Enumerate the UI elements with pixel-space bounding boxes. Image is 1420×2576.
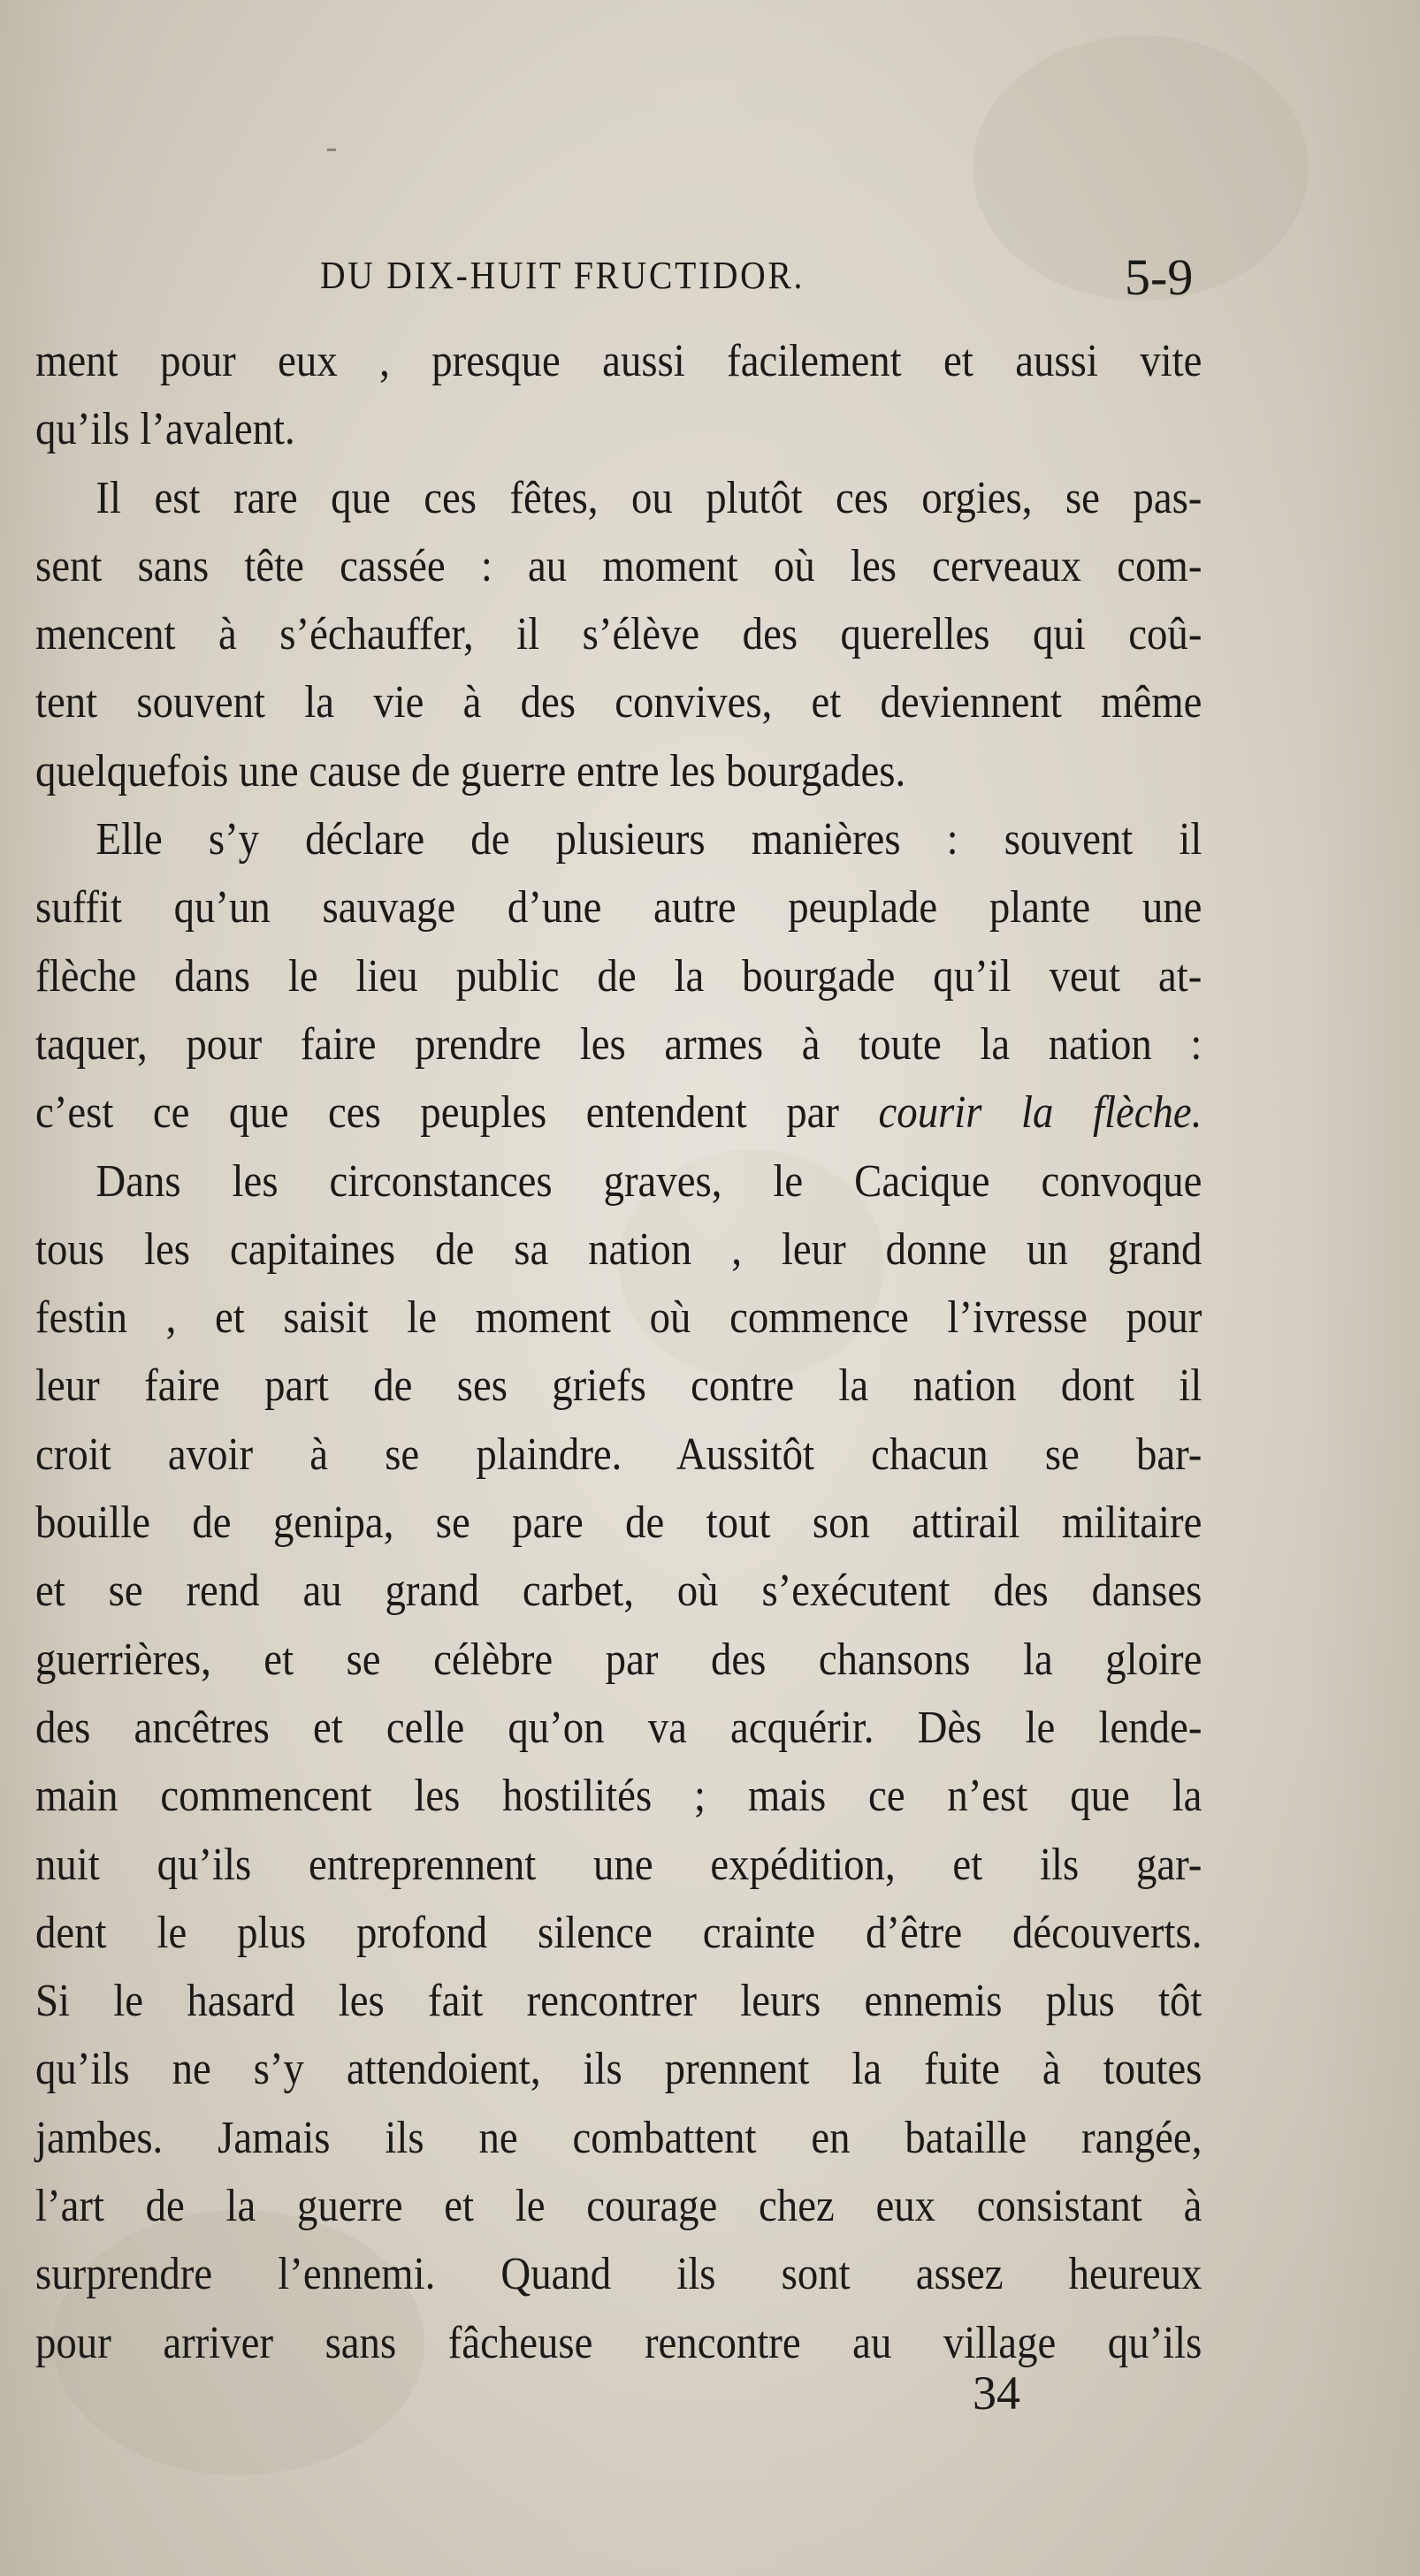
page-number: 5-9	[1125, 248, 1194, 306]
text-line: l’art de la guerre et le courage chez eux consistant à	[35, 2181, 1202, 2232]
text-line: Elle s’y déclare de plusieurs manières : souvent il	[95, 814, 1202, 865]
text-line: dent le plus profond silence crainte d’être découverts.	[35, 1907, 1202, 1958]
text-line: Si le hasard les fait rencontrer leurs ennemis plus tôt	[35, 1976, 1202, 2027]
text-line: et se rend au grand carbet, où s’exécutent des danses	[35, 1566, 1202, 1617]
text-line: suffit qu’un sauvage d’une autre peuplade plante une	[35, 882, 1202, 934]
text-line: tent souvent la vie à des convives, et deviennent même	[35, 677, 1202, 728]
italic-phrase: courir la flèche.	[878, 1087, 1202, 1139]
text-line: mencent à s’échauffer, il s’élève des querelles qui coû-	[35, 609, 1202, 660]
text-line: main commencent les hostilités ; mais ce n’est que la	[35, 1771, 1202, 1822]
text-line: qu’ils l’avalent.	[35, 404, 295, 455]
text-line: croit avoir à se plaindre. Aussitôt chacun se bar-	[35, 1429, 1202, 1480]
ink-mark	[327, 149, 336, 151]
text-line: flèche dans le lieu public de la bourgade qu’il veut at-	[35, 950, 1202, 1002]
text-line: pour arriver sans fâcheuse rencontre au village qu’ils	[35, 2317, 1202, 2368]
text-line: qu’ils ne s’y attendoient, ils prennent la fuite à toutes	[35, 2044, 1202, 2095]
text-line: tous les capitaines de sa nation , leur donne un grand	[35, 1223, 1202, 1275]
page-header	[0, 248, 1420, 315]
text-line: ment pour eux , presque aussi facilement et aussi vite	[35, 336, 1202, 386]
text-line: quelquefois une cause de guerre entre les bourgades.	[35, 745, 906, 796]
text-line	[35, 1078, 1202, 1147]
text-line: sent sans tête cassée : au moment où les cerveaux com-	[35, 540, 1202, 591]
running-title: DU DIX-HUIT FRUCTIDOR.	[320, 254, 805, 297]
text-line: surprendre l’ennemi. Quand ils sont assez heureux	[35, 2249, 1202, 2300]
body-text	[35, 327, 1202, 2377]
text-line: nuit qu’ils entreprennent une expédition, et ils gar-	[35, 1839, 1202, 1890]
text-line: Il est rare que ces fêtes, ou plutôt ces orgies, se pas-	[95, 472, 1202, 523]
text-line: festin , et saisit le moment où commence l’ivresse pour	[35, 1292, 1202, 1344]
text-line-roman: c’est ce que ces peuples entendent par	[35, 1087, 879, 1139]
text-line: leur faire part de ses griefs contre la nation dont il	[35, 1360, 1202, 1412]
signature-mark: 34	[973, 2366, 1020, 2420]
text-line: des ancêtres et celle qu’on va acquérir. Dès le lende-	[35, 1702, 1202, 1753]
text-line: guerrières, et se célèbre par des chansons la gloire	[35, 1634, 1202, 1685]
text-line: Dans les circonstances graves, le Cacique convoque	[95, 1155, 1202, 1207]
text-line: bouille de genipa, se pare de tout son attirail militaire	[35, 1498, 1202, 1549]
text-line: taquer, pour faire prendre les armes à toute la nation :	[35, 1018, 1202, 1070]
text-line: jambes. Jamais ils ne combattent en bataille rangée,	[35, 2112, 1202, 2163]
